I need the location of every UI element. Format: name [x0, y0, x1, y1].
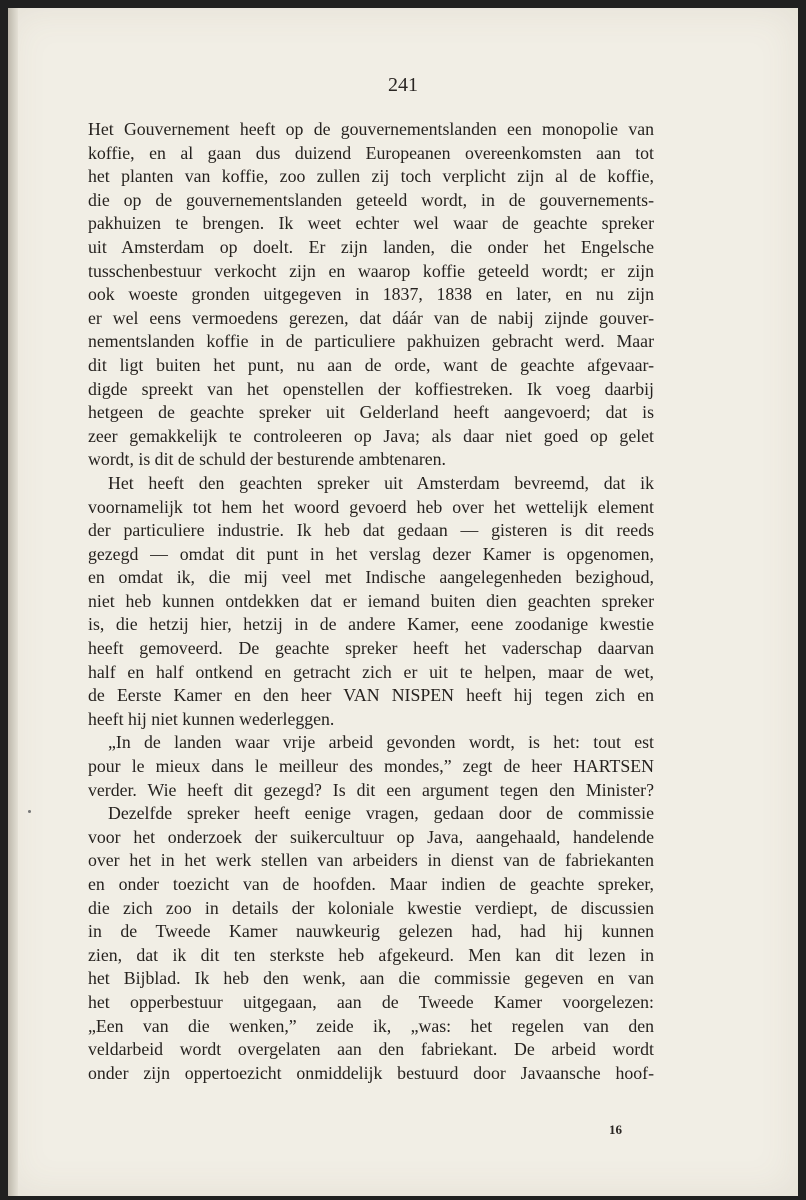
text-line: digde spreekt van het openstellen der koffiestreken. Ik voeg daarbij — [88, 378, 654, 399]
text-line: die zich zoo in details der koloniale kwestie verdiept, de discussien — [88, 897, 654, 918]
text-line: pakhuizen te brengen. Ik weet echter wel waar de geachte spreker — [88, 213, 654, 234]
text-line: wordt, is dit de schuld der besturende ambtenaren. — [88, 449, 446, 470]
page-spine-shadow — [8, 8, 18, 1196]
signature-mark: 16 — [609, 1122, 622, 1137]
text-line: in de Tweede Kamer nauwkeurig gelezen had, had hij kunnen — [88, 921, 654, 942]
text-line: „In de landen waar vrije arbeid gevonden wordt, is het: tout est — [108, 732, 654, 753]
text-line: voornamelijk tot hem het woord gevoerd heb over het wettelijk element — [88, 496, 654, 517]
text-line: is, die hetzij hier, hetzij in de andere Kamer, eene zoodanige kwestie — [88, 614, 654, 635]
text-line: der particuliere industrie. Ik heb dat gedaan — gisteren is dit reeds — [88, 520, 654, 541]
text-line: niet heb kunnen ontdekken dat er iemand buiten dien geachten spreker — [88, 590, 654, 611]
text-line: hetgeen de geachte spreker uit Gelderland heeft aangevoerd; dat is — [88, 402, 654, 423]
text-line: pour le mieux dans le meilleur des mondes,” zegt de heer HARTSEN — [88, 756, 654, 777]
text-line: zeer gemakkelijk te controleeren op Java; als daar niet goed op gelet — [88, 425, 654, 446]
text-line: heeft hij niet kunnen wederleggen. — [88, 708, 335, 729]
text-line: voor het onderzoek der suikercultuur op Java, aangehaald, handelende — [88, 826, 654, 847]
text-line: verder. Wie heeft dit gezegd? Is dit een argument tegen den Minister? — [88, 779, 654, 800]
text-line: koffie, en al gaan dus duizend Europeanen overeenkomsten aan tot — [88, 142, 654, 163]
text-line: uit Amsterdam op doelt. Er zijn landen, die onder het Engelsche — [88, 236, 654, 257]
text-line: dit ligt buiten het punt, nu aan de orde, want de geachte afgevaar- — [88, 354, 654, 375]
margin-speck — [28, 810, 31, 813]
body-text — [88, 118, 654, 1085]
text-line: nementslanden koffie in de particuliere pakhuizen gebracht werd. Maar — [88, 331, 654, 352]
text-line: Het Gouvernement heeft op de gouvernementslanden een monopolie van — [88, 119, 654, 139]
text-line: veldarbeid wordt overgelaten aan den fabriekant. De arbeid wordt — [88, 1039, 654, 1060]
text-line: Dezelfde spreker heeft eenige vragen, gedaan door de commissie — [108, 803, 654, 824]
text-line: en omdat ik, die mij veel met Indische aangelegenheden bezighoud, — [88, 567, 654, 588]
text-line: tusschenbestuur verkocht zijn en waarop koffie geteeld wordt; er zijn — [88, 260, 654, 281]
text-line: gezegd — omdat dit punt in het verslag dezer Kamer is opgenomen, — [88, 543, 654, 564]
text-line: het opperbestuur uitgegaan, aan de Tweede Kamer voorgelezen: — [88, 991, 654, 1012]
text-line: „Een van die wenken,” zeide ik, „was: het regelen van den — [88, 1015, 654, 1036]
text-line: het planten van koffie, zoo zullen zij toch verplicht zijn al de koffie, — [88, 166, 654, 187]
text-line: onder zijn oppertoezicht onmiddelijk bestuurd door Javaansche hoof- — [88, 1062, 654, 1083]
text-line: Het heeft den geachten spreker uit Amsterdam bevreemd, dat ik — [108, 472, 654, 493]
text-line: heeft gemoveerd. De geachte spreker heeft het vaderschap daarvan — [88, 638, 654, 659]
text-line: die op de gouvernementslanden geteeld wordt, in de gouvernements- — [88, 189, 654, 210]
page-number: 241 — [388, 74, 418, 96]
text-line: ook woeste gronden uitgegeven in 1837, 1838 en later, en nu zijn — [88, 284, 654, 305]
text-line: de Eerste Kamer en den heer VAN NISPEN heeft hij tegen zich en — [88, 685, 654, 706]
text-line: zien, dat ik dit ten sterkste heb afgekeurd. Men kan dit lezen in — [88, 944, 654, 965]
text-line: het Bijblad. Ik heb den wenk, aan die commissie gegeven en van — [88, 968, 654, 989]
text-line: half en half ontkend en getracht zich er uit te helpen, maar de wet, — [88, 661, 654, 682]
text-line: er wel eens vermoedens gerezen, dat dáár van de nabij zijnde gouver- — [88, 307, 654, 328]
text-line: over het in het werk stellen van arbeiders in dienst van de fabriekanten — [88, 850, 654, 871]
text-line: en onder toezicht van de hoofden. Maar indien de geachte spreker, — [88, 874, 654, 894]
